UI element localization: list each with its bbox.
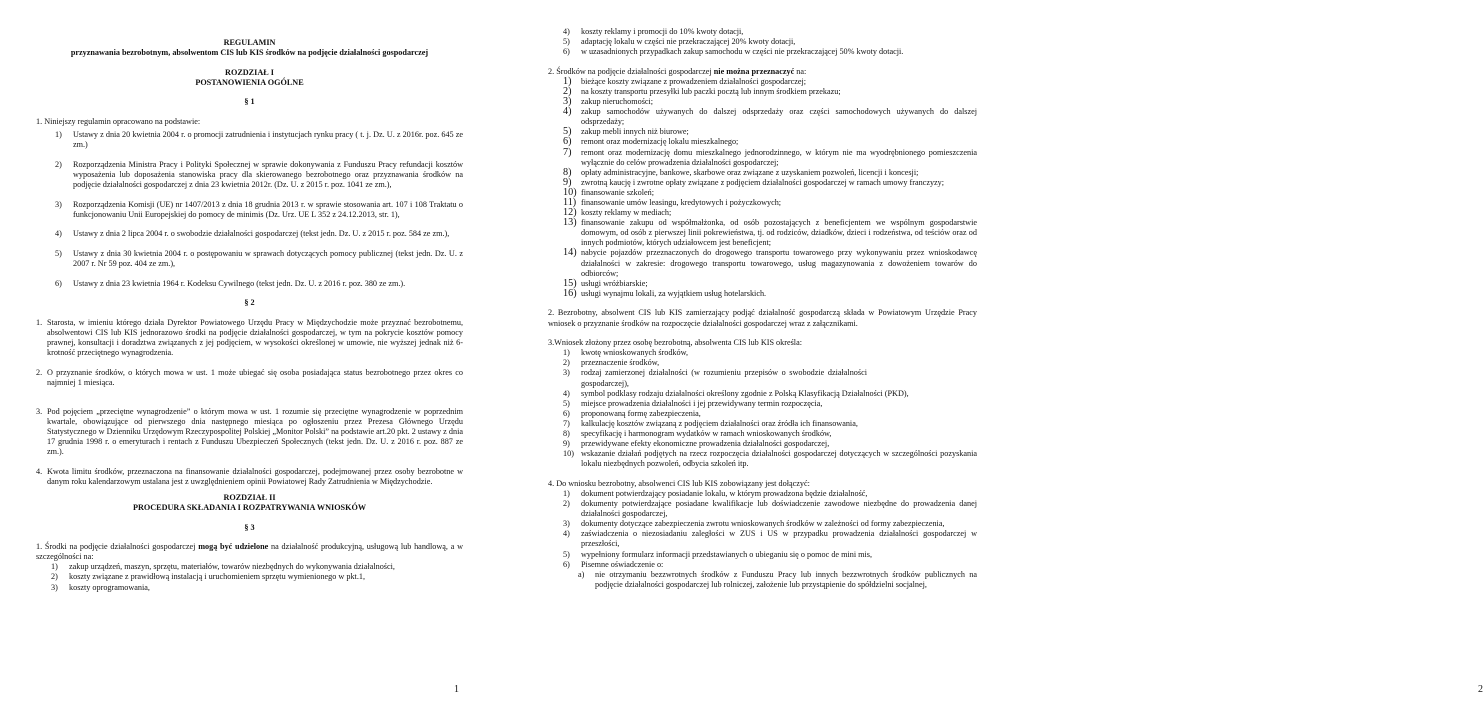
- allowed-use-item: 4) koszty reklamy i promocji do 10% kwoty dotacji,: [563, 27, 744, 36]
- section-1-heading: § 1: [244, 97, 255, 107]
- legal-basis-item: 2) Rozporządzenia Ministra Pracy i Polityki Społecznej w sprawie dokonywania z Funduszu Pracy refundacji kosztów wyposażenia lub doposażenia stanowiska pracy dla skierowanego bezrobotnego oraz przyznawania środków na podjęcie działalności gospodarczej z dnia 23 kwietnia 2012r. (Dz. U. z 2015 r. poz. 1041 ze zm.),: [55, 159, 463, 189]
- attachment-item: 1) dokument potwierdzający posiadanie lokalu, w którym prowadzona będzie działalność,: [563, 488, 868, 498]
- chapter-1-title: POSTANOWIENIA OGÓLNE: [195, 77, 304, 87]
- section-3-paragraph-4: 4. Do wniosku bezrobotny, absolwenci CIS lub KIS zobowiązany jest dołączyć:: [548, 478, 810, 488]
- section-3-paragraph-3: 3.Wniosek złożony przez osobę bezrobotną, absolwenta CIS lub KIS określa:: [548, 338, 802, 348]
- legal-basis-list: [36, 130, 463, 289]
- allowed-use-item: 3) koszty oprogramowania,: [51, 582, 150, 592]
- section-2-heading: § 2: [244, 298, 255, 308]
- application-content-item: 3) rodzaj zamierzonej działalności (w rozumieniu przepisów o swobodzie działalności gospodarczej),: [563, 368, 867, 388]
- excluded-use-item: 2) na koszty transportu przesyłki lub paczki pocztą lub innym środkiem przekazu;: [563, 85, 841, 97]
- allowed-use-item: 2) koszty związane z prawidłową instalacją i uruchomieniem sprzętu wymienionego w pkt.1,: [51, 572, 366, 582]
- section-3-paragraph-2: 2. Bezrobotny, absolwent CIS lub KIS zamierzający podjąć działalność gospodarczą składa w Powiatowym Urzędzie Pracy wniosek o przyznanie środków na rozpoczęcie działalności gospodarczej wraz z załącznikami.: [548, 308, 977, 328]
- emphasis-cannot-be-used: nie można przeznaczyć: [713, 66, 795, 76]
- legal-basis-item: 1) Ustawy z dnia 20 kwietnia 2004 r. o promocji zatrudnienia i instytucjach rynku pracy ( t. j. Dz. U. z 2016r. poz. 645 ze zm.): [55, 130, 463, 150]
- excluded-use-item: 6) remont oraz modernizację lokalu mieszkalnego;: [563, 136, 739, 148]
- allowed-use-item: 5) adaptację lokalu w części nie przekraczającej 20% kwoty dotacji,: [563, 37, 796, 47]
- attachment-item: 3) dokumenty dotyczące zabezpieczenia zwrotu wnioskowanych środków w zależności od formy zabezpieczenia,: [563, 519, 945, 529]
- excluded-use-item: 8) opłaty administracyjne, bankowe, skarbowe oraz związane z uzyskaniem pozwoleń, licencji i koncesji;: [563, 166, 919, 178]
- page-number: 2: [1478, 684, 1483, 695]
- required-attachments-list: [548, 489, 977, 590]
- allowed-use-item: 6) w uzasadnionych przypadkach zakup samochodu w części nie przekraczającej 50% kwoty dotacji.: [563, 47, 904, 57]
- excluded-use-item: 4) zakup samochodów używanych do dalszej odsprzedaży oraz części samochodowych używanych do dalszej odsprzedaży;: [563, 106, 977, 127]
- declaration-subitem: a) nie otrzymaniu bezzwrotnych środków z Funduszu Pracy lub innych bezzwrotnych środków publicznych na podjęcie działalności gospodarczej lub rolniczej, założenie lub przystąpienie do spółdzielni socjalnej,: [578, 569, 977, 589]
- excluded-use-item: 1) bieżące koszty związane z prowadzeniem działalności gospodarczej;: [563, 75, 807, 87]
- document-page-2: [512, 0, 1483, 724]
- emphasis-may-be-granted: mogą być udzielone: [198, 542, 269, 552]
- application-content-item: 4) symbol podklasy rodzaju działalności określony zgodnie z Polską Klasyfikacją Działalności (PKD),: [563, 388, 909, 398]
- application-content-item: 2) przeznaczenie środków,: [563, 358, 660, 368]
- legal-basis-item: 5) Ustawy z dnia 30 kwietnia 2004 r. o postępowaniu w sprawach dotyczących pomocy publicznej (tekst jedn. Dz. U. z 2007 r. Nr 59 poz. 404 ze zm.),: [55, 248, 463, 268]
- attachment-item: 4) zaświadczenia o niezosiadaniu zaległości w ZUS i US w przypadku prowadzenia działalności gospodarczej w przeszłości,: [563, 529, 977, 549]
- legal-basis-item: 3) Rozporządzenia Komisji (UE) nr 1407/2013 z dnia 18 grudnia 2013 r. w sprawie stosowania art. 107 i 108 Traktatu o funkcjonowaniu Unii Europejskiej do pomocy de minimis (Dz. Urz. UE L 352 z 24.12.2013, str. 1),: [55, 199, 463, 219]
- application-contents-list: [548, 348, 977, 469]
- excluded-uses-intro: 2. Środków na podjęcie działalności gospodarczej nie można przeznaczyć na:: [548, 66, 807, 76]
- excluded-use-item: 15) usługi wróżbiarskie;: [563, 277, 648, 289]
- excluded-use-item: 3) zakup nieruchomości;: [563, 96, 654, 108]
- section-1-intro: 1. Niniejszy regulamin opracowano na podstawie:: [36, 116, 201, 126]
- page-2-content: [512, 27, 1024, 590]
- excluded-uses-list: [548, 77, 977, 299]
- chapter-2-heading: ROZDZIAŁ II: [223, 492, 276, 502]
- application-content-item: 5) miejsce prowadzenia działalności i jej przewidywany termin rozpoczęcia,: [563, 398, 823, 408]
- legal-basis-item: 4) Ustawy z dnia 2 lipca 2004 r. o swobodzie działalności gospodarczej (tekst jedn. Dz. U. z 2015 r. poz. 584 ze zm.),: [55, 229, 450, 239]
- allowed-use-item: 1) zakup urządzeń, maszyn, sprzętu, materiałów, towarów niezbędnych do wykonywania działalności,: [51, 562, 395, 572]
- application-content-item: 10) wskazanie działań podjętych na rzecz rozpoczęcia działalności gospodarczej dotyczących w szczególności pozyskania lokalu niezbędnych pozwoleń, odbycia szkoleń itp.: [563, 449, 977, 469]
- excluded-use-item: 5) zakup mebli innych niż biurowe;: [563, 126, 689, 138]
- section-2-paragraph: 1. Starosta, w imieniu którego działa Dyrektor Powiatowego Urzędu Pracy w Międzychodzie może przyznać bezrobotnemu, absolwentowi CIS lub KIS jednorazowo środki na podjęcie działalności gospodarczej, w tym na pokrycie kosztów pomocy prawnej, konsultacji i doradztwa związanych z jej podjęciem, w wysokości określonej w umowie, nie wyższej jednak niż 6-krotność przeciętnego wynagrodzenia.: [36, 317, 463, 357]
- attachment-item: 6) Pisemne oświadczenie o:: [563, 559, 664, 569]
- section-2-paragraph: 2. O przyznanie środków, o których mowa w ust. 1 może ubiegać się osoba posiadająca status bezrobotnego przez okres co najmniej 1 miesiąca.: [36, 367, 463, 387]
- attachment-item: 2) dokumenty potwierdzające posiadane kwalifikacje lub doświadczenie zawodowe niezbędne do prowadzenia danej działalności gospodarczej,: [563, 499, 977, 519]
- page-number: 1: [454, 684, 459, 695]
- application-content-item: 7) kalkulację kosztów związaną z podjęciem działalności oraz źródła ich finansowania,: [563, 418, 858, 428]
- excluded-use-item: 12) koszty reklamy w mediach;: [563, 207, 672, 219]
- document-page-1: [0, 0, 512, 724]
- legal-basis-item: 6) Ustawy z dnia 23 kwietnia 1964 r. Kodeksu Cywilnego (tekst jedn. Dz. U. z 2016 r. poz. 380 ze zm.).: [55, 278, 406, 288]
- allowed-uses-continued: [548, 27, 977, 57]
- page-1-content: [0, 38, 512, 593]
- attachment-item: 5) wypełniony formularz informacji przedstawianych o ubieganiu się o pomoc de mini mis,: [563, 549, 873, 559]
- chapter-1-heading: ROZDZIAŁ I: [225, 67, 274, 77]
- section-3-paragraph-1: 1. Środki na podjęcie działalności gospodarczej mogą być udzielone na działalność produkcyjną, usługową lub handlową, a w szczególności na:: [36, 542, 463, 562]
- application-content-item: 1) kwotę wnioskowanych środków,: [563, 348, 689, 358]
- chapter-2-title: PROCEDURA SKŁADANIA I ROZPATRYWANIA WNIOSKÓW: [132, 503, 367, 512]
- excluded-use-item: 7) remont oraz modernizację domu mieszkalnego jednorodzinnego, w którym nie ma wyodrębnionego pomieszczenia wyłącznie do celów prowadzenia działalności gospodarczej;: [563, 146, 977, 167]
- section-2-paragraph: 4. Kwota limitu środków, przeznaczona na finansowanie działalności gospodarczej, podejmowanej przez osoby bezrobotne w danym roku kalendarzowym ustalana jest z uwzględnieniem opinii Powiatowej Rady Zatrudnienia w Międzychodzie.: [36, 466, 463, 486]
- excluded-use-item: 10) finansowanie szkoleń;: [563, 186, 654, 198]
- excluded-use-item: 11) finansowanie umów leasingu, kredytowych i pożyczkowych;: [563, 197, 782, 208]
- excluded-use-item: 16) usługi wynajmu lokali, za wyjątkiem usług hotelarskich.: [563, 287, 767, 299]
- section-3-heading: § 3: [244, 522, 255, 532]
- regulation-title: REGULAMIN: [223, 38, 276, 47]
- application-content-item: 9) przewidywane efekty ekonomiczne prowadzenia działalności gospodarczej,: [563, 439, 830, 449]
- excluded-use-item: 13) finansowanie zakupu od współmałżonka, od osób pozostających z beneficjentem we wspólnym gospodarstwie domowym, od osób z pierwszej linii pokrewieństwa, tj. od rodziców, dziadków, dzieci i rodzeństwa, od teściów oraz od innych podmiotów, których udziałowcem jest beneficjent;: [563, 217, 977, 248]
- application-content-item: 6) proponowaną formę zabezpieczenia,: [563, 408, 701, 418]
- section-2-paragraph: 3. Pod pojęciem „przeciętne wynagrodzenie” o którym mowa w ust. 1 rozumie się przeciętne wynagrodzenie w poprzednim kwartale, obowiązujące od pierwszego dnia następnego miesiąca po ogłoszeniu przez Prezesa Głównego Urzędu Statystycznego w Dzienniku Urzędowym Rzeczypospolitej Polskiej „Monitor Polski” na podstawie art.20 pkt. 2 ustawy z dnia 17 grudnia 1998 r. o emeryturach i rentach z Funduszu Ubezpieczeń Społecznych (tekst jedn. Dz. U. z 2016 r. poz. 887 ze zm.).: [36, 406, 463, 457]
- application-content-item: 8) specyfikację i harmonogram wydatków w ramach wnioskowanych środków,: [563, 428, 832, 438]
- allowed-uses-list: [36, 562, 463, 592]
- excluded-use-item: 14) nabycie pojazdów przeznaczonych do drogowego transportu towarowego przy wykonywaniu przez wnioskodawcę działalności w zakresie: drogowego transportu towarowego, usług magazynowania z dowożeniem towarów do odbiorców;: [563, 247, 977, 278]
- excluded-use-item: 9) zwrotną kaucję i zwrotne opłaty związane z podjęciem działalności gospodarczej w ramach umowy franczyzy;: [563, 176, 945, 188]
- regulation-subtitle: przyznawania bezrobotnym, absolwentom CIS lub KIS środków na podjęcie działalności gospodarczej: [70, 48, 429, 58]
